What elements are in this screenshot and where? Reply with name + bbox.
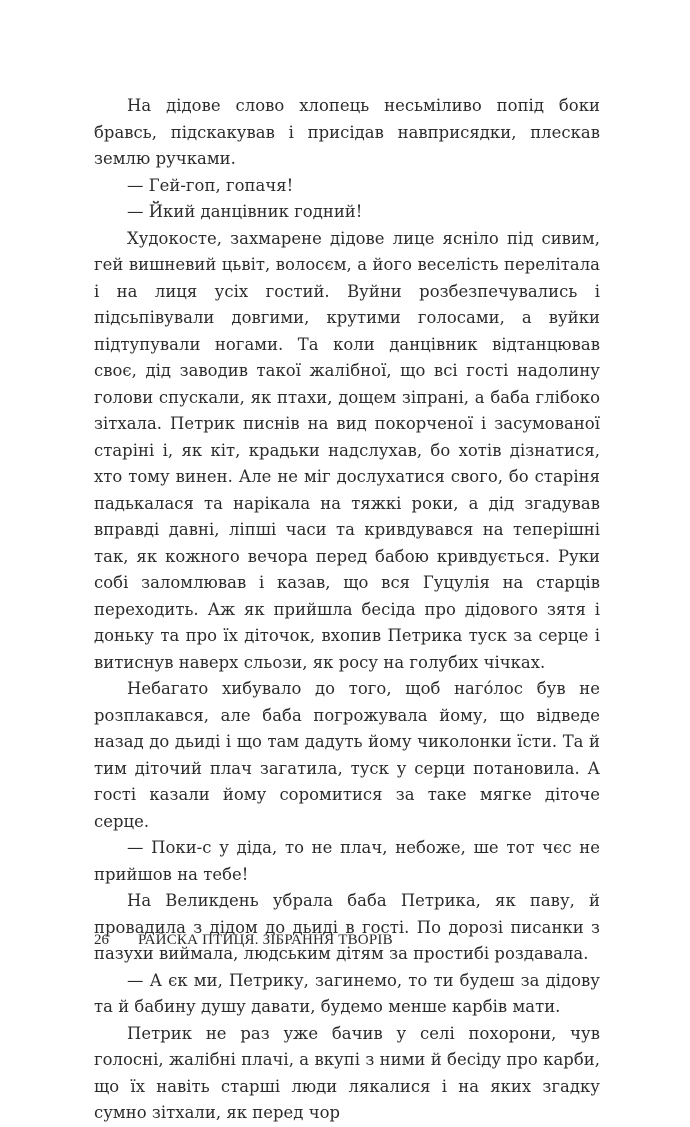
paragraph-8: — А єк ми, Петрику, загинемо, то ти будеш за дідову та й бабину душу давати, будемо менше карбів мати. — [94, 970, 600, 1016]
paragraph-2: — Гей-гоп, гопачя! — [127, 175, 294, 195]
paragraph-4: Худокосте, захмарене дідове лице ясніло під сивим, гей вишневий цьвіт, волосєм, а його веселість перелітала і на лиця усіх гостий. Вуйни розбезпечувались і підсьпівували довгими, крутими голосами, а вуйки підтупували ногами. Та коли данцівник відтанцював своє, дід заводив такої жалібної, що всі гості надолину голови спускали, як птахи, дощем зіпрані, а баба глібоко зітхала. Петрик писнів на вид покорченої і засумованої старіні і, як кіт, крадьки надслухав, бо хотів дізнатися, хто тому винен. Але не міг дослухатися свого, бо старіня падькалася та нарікала на тяжкі роки, а дід згадував вправді давні, ліпші часи та кривдувався на теперішні так, як кожного вечора перед бабою кривдується. Руки собі заломлював і казав, що вся Гуцулія на старців переходить. Аж як прийшла бесіда про дідового зятя і доньку та про їх діточок, вхопив Петрика туск за серце і витиснув наверх сльози, як росу на голубих чічках. — [94, 228, 600, 672]
paragraph-3: — Йкий данцівник годний! — [127, 202, 363, 221]
page-footer — [94, 932, 393, 949]
paragraph-7: На Великдень убрала баба Петрика, як паву, й провадила з дідом до дьиді в гості. По дорозі писанки з пазухи виймала, людським дітям за простибі роздавала. — [94, 891, 600, 963]
paragraph-1: На дідове слово хлопець несьміливо попід боки бравсь, підскакував і присідав навприсядки, плескав землю ручками. — [94, 96, 600, 168]
paragraph-6: — Поки-с у діда, то не плач, небоже, ше тот чєс не прийшов на тебе! — [94, 838, 600, 884]
page-number: 26 — [94, 932, 109, 948]
running-title: РАЙСКА ПТИЦЯ. ЗІБРАННЯ ТВОРІВ — [138, 932, 393, 948]
body-text — [94, 93, 600, 1127]
paragraph-9: Петрик не раз уже бачив у селі похорони, чув голосні, жалібні плачі, а вкупі з ними й бесіду про карби, що їх навіть старші люди лякалися і на яких згадку сумно зітхали, як перед чор — [94, 1023, 600, 1122]
paragraph-5: Небагато хибувало до того, щоб наго́лос був не розплакався, але баба погрожувала йому, що відведе назад до дьиді і що там дадуть йому чиколонки їсти. Та й тим діточий плач загатила, туск у серци потановила. А гості казали йому соромитися за таке мягке діточе серце. — [94, 679, 600, 831]
